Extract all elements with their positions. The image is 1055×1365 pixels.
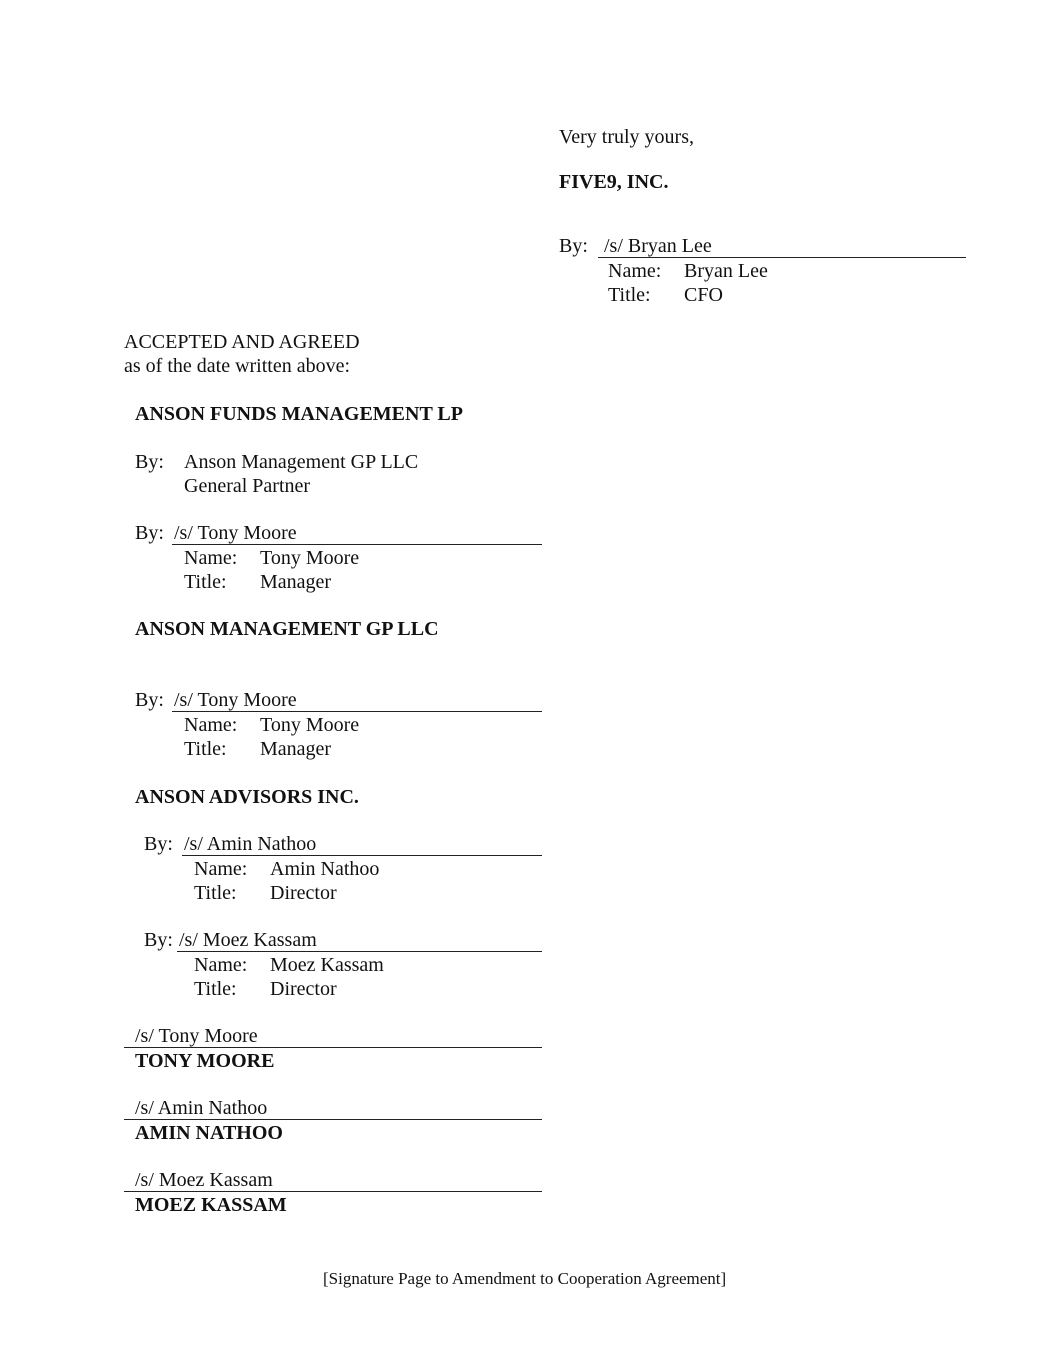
individual-name-tony: TONY MOORE	[135, 1050, 275, 1072]
page-footer: [Signature Page to Amendment to Cooperation Agreement]	[323, 1269, 727, 1288]
anson-advisors-signer1-title-label: Title:	[194, 882, 237, 904]
anson-gp-name-label: Name:	[184, 714, 238, 736]
anson-funds-signer-title: Manager	[260, 571, 332, 593]
anson-advisors-signer1-name-label: Name:	[194, 858, 248, 880]
anson-funds-signature-line	[172, 544, 542, 545]
anson-gp-signature: /s/ Tony Moore	[174, 689, 297, 711]
individual-name-moez: MOEZ KASSAM	[135, 1194, 287, 1216]
anson-advisors-entity: ANSON ADVISORS INC.	[135, 786, 359, 808]
individual-signature-line-amin	[124, 1119, 542, 1120]
five9-signature-line	[598, 257, 966, 258]
anson-gp-by-label: By:	[135, 689, 164, 711]
accepted-subheading: as of the date written above:	[124, 355, 351, 377]
anson-advisors-signer2-title: Director	[270, 978, 337, 1000]
anson-gp-signer-name: Tony Moore	[260, 714, 360, 736]
accepted-heading: ACCEPTED AND AGREED	[124, 331, 360, 353]
anson-advisors-signer2-signature: /s/ Moez Kassam	[179, 929, 317, 951]
anson-advisors-signer1-title: Director	[270, 882, 337, 904]
anson-advisors-signer1-line	[182, 855, 542, 856]
five9-title-label: Title:	[608, 284, 651, 306]
anson-funds-entity: ANSON FUNDS MANAGEMENT LP	[135, 403, 463, 425]
anson-gp-signer-title: Manager	[260, 738, 332, 760]
five9-by-label: By:	[559, 235, 588, 257]
individual-signature-moez: /s/ Moez Kassam	[135, 1169, 273, 1191]
five9-company-name: FIVE9, INC.	[559, 171, 669, 193]
anson-funds-signer-name: Tony Moore	[260, 547, 360, 569]
anson-advisors-signer2-title-label: Title:	[194, 978, 237, 1000]
five9-signature: /s/ Bryan Lee	[604, 235, 712, 257]
anson-advisors-signer1-by-label: By:	[144, 833, 173, 855]
anson-funds-by-label: By:	[135, 451, 164, 473]
anson-gp-entity: ANSON MANAGEMENT GP LLC	[135, 618, 439, 640]
anson-advisors-signer2-name: Moez Kassam	[270, 954, 384, 976]
individual-signature-tony: /s/ Tony Moore	[135, 1025, 258, 1047]
five9-signer-title: CFO	[684, 284, 723, 306]
individual-name-amin: AMIN NATHOO	[135, 1122, 283, 1144]
anson-funds-signature: /s/ Tony Moore	[174, 522, 297, 544]
individual-signature-line-tony	[124, 1047, 542, 1048]
five9-name-label: Name:	[608, 260, 662, 282]
anson-advisors-signer1-signature: /s/ Amin Nathoo	[184, 833, 317, 855]
anson-advisors-signer2-by-label: By:	[144, 929, 173, 951]
anson-funds-by-role: General Partner	[184, 475, 311, 497]
anson-funds-name-label: Name:	[184, 547, 238, 569]
anson-advisors-signer2-name-label: Name:	[194, 954, 248, 976]
individual-signature-line-moez	[124, 1191, 542, 1192]
anson-advisors-signer1-name: Amin Nathoo	[270, 858, 380, 880]
anson-advisors-signer2-line	[177, 951, 542, 952]
anson-funds-by-entity: Anson Management GP LLC	[184, 451, 419, 473]
anson-gp-signature-line	[172, 711, 542, 712]
closing-text: Very truly yours,	[559, 126, 694, 148]
five9-signer-name: Bryan Lee	[684, 260, 768, 282]
individual-signature-amin: /s/ Amin Nathoo	[135, 1097, 268, 1119]
anson-funds-title-label: Title:	[184, 571, 227, 593]
anson-funds-sig-by-label: By:	[135, 522, 164, 544]
anson-gp-title-label: Title:	[184, 738, 227, 760]
